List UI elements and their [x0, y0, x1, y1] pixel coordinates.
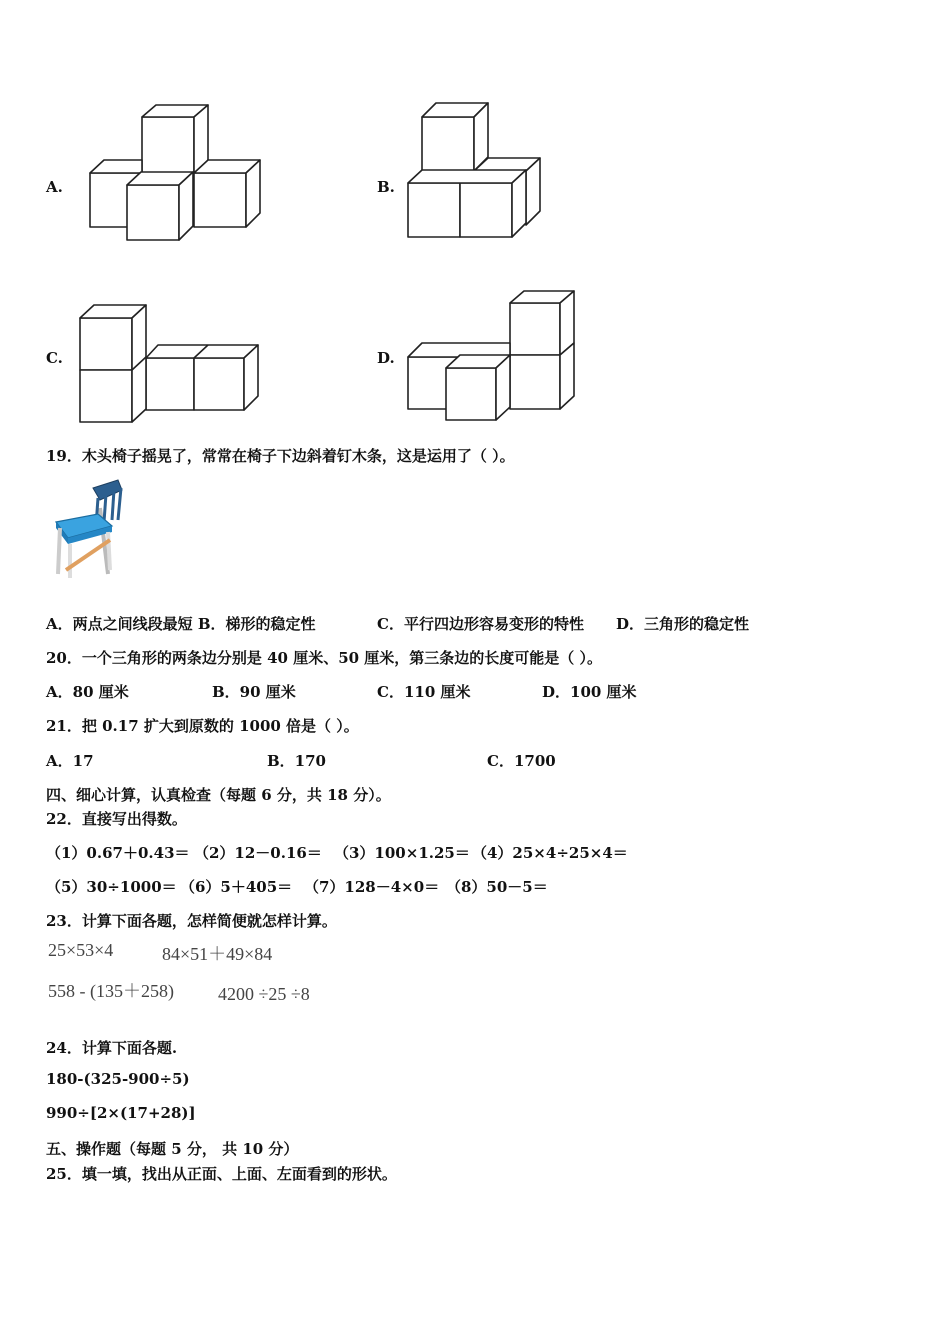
q21-option-a: A．17 [46, 752, 94, 770]
q25-stem: 25．填一填，找出从正面、上面、左面看到的形状。 [46, 1165, 397, 1183]
q23-expr-4: 4200 ÷25 ÷8 [218, 984, 310, 1004]
q24-expr-2: 990÷[2×(17+28)] [46, 1104, 196, 1122]
q21-stem: 21．把 0.17 扩大到原数的 1000 倍是（ ）。 [46, 717, 359, 735]
option-a-cube-figure [80, 95, 270, 250]
q22-item-5: （5）30÷1000＝ [46, 878, 177, 896]
q23-expr-2: 84×51＋49×84 [162, 944, 273, 964]
q19-stem: 19．木头椅子摇晃了，常常在椅子下边斜着钉木条，这是运用了（ ）。 [46, 447, 515, 465]
chair-image [48, 478, 128, 582]
q24-expr-1: 180-(325-900÷5) [46, 1070, 190, 1088]
q19-option-d: D．三角形的稳定性 [616, 615, 750, 633]
option-d-label: D. [377, 349, 395, 367]
option-b-label: B. [377, 178, 395, 196]
q19-option-c: C．平行四边形容易变形的特性 [377, 615, 584, 633]
q22-stem: 22．直接写出得数。 [46, 810, 187, 828]
section4-title: 四、细心计算，认真检查（每题 6 分，共 18 分）。 [46, 786, 391, 804]
q20-option-b: B．90 厘米 [212, 683, 296, 701]
q21-option-c: C．1700 [487, 752, 556, 770]
q20-option-d: D．100 厘米 [542, 683, 637, 701]
section5-title: 五、操作题（每题 5 分， 共 10 分） [46, 1140, 299, 1158]
q19-option-ab: A．两点之间线段最短 B．梯形的稳定性 [46, 615, 316, 633]
q24-stem: 24．计算下面各题. [46, 1039, 178, 1057]
option-d-cube-figure [400, 283, 585, 428]
q22-item-8: （8）50－5＝ [446, 878, 548, 896]
q23-expr-3: 558 - (135＋258) [48, 981, 174, 1001]
q22-item-4: （4）25×4÷25×4＝ [472, 844, 628, 862]
q22-item-6: （6）5＋405＝ [180, 878, 293, 896]
q22-item-3: （3）100×1.25＝ [334, 844, 470, 862]
q22-item-7: （7）128－4×0＝ [304, 878, 440, 896]
option-a-label: A. [46, 178, 63, 196]
q20-option-a: A．80 厘米 [46, 683, 129, 701]
option-b-cube-figure [400, 95, 560, 245]
option-c-cube-figure [72, 296, 272, 431]
q22-item-2: （2）12－0.16＝ [194, 844, 322, 862]
q20-stem: 20．一个三角形的两条边分别是 40 厘米、50 厘米，第三条边的长度可能是（ ）。 [46, 649, 603, 667]
q20-option-c: C．110 厘米 [377, 683, 471, 701]
q23-stem: 23．计算下面各题，怎样简便就怎样计算。 [46, 912, 337, 930]
q23-expr-1: 25×53×4 [48, 940, 114, 960]
option-c-label: C. [46, 349, 63, 367]
q21-option-b: B．170 [267, 752, 326, 770]
q22-item-1: （1）0.67＋0.43＝ [46, 844, 190, 862]
